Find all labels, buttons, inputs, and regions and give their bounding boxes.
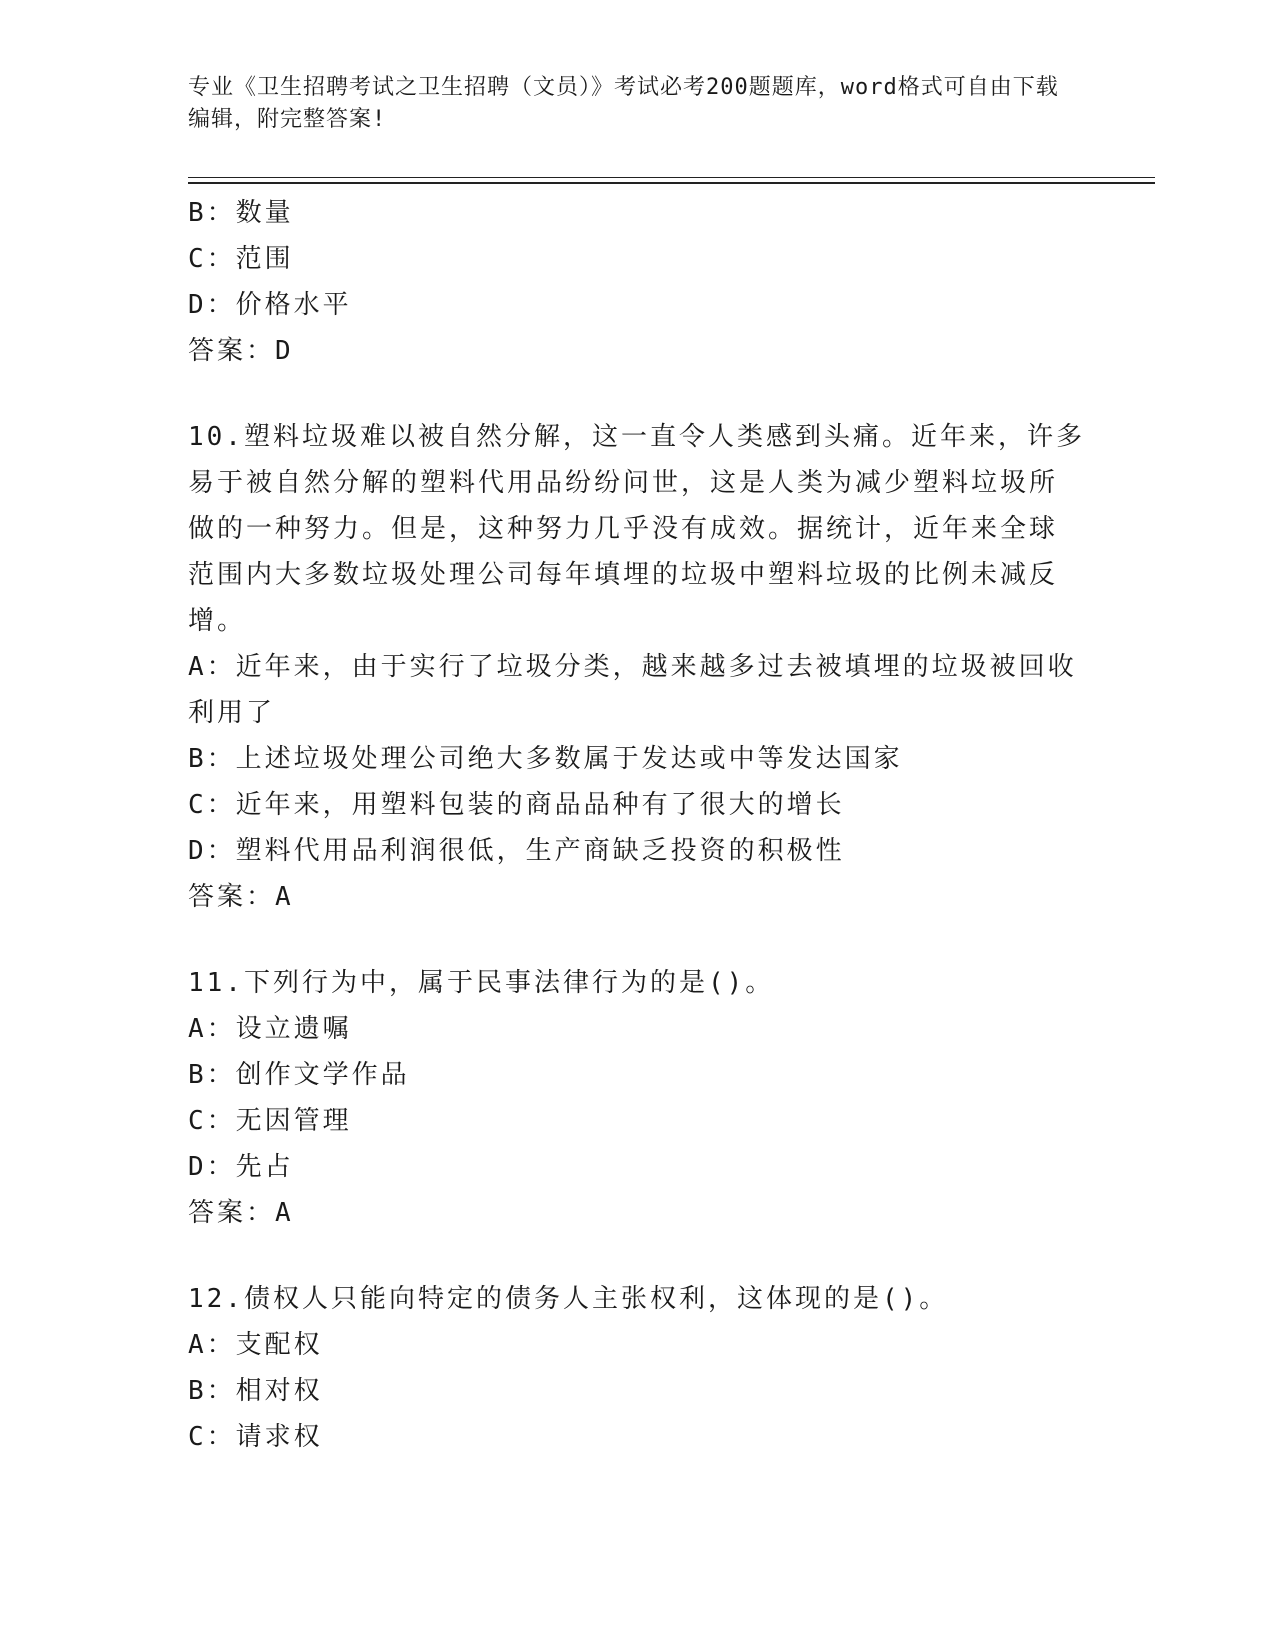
question-block-10 [188,414,1088,920]
option-b: B：创作文学作品 [188,1060,410,1090]
question-text-line: 易于被自然分解的塑料代用品纷纷问世，这是人类为减少塑料垃圾所 [188,468,1059,498]
option-c: C：无因管理 [188,1106,352,1136]
question-text-line: 12.债权人只能向特定的债务人主张权利，这体现的是()。 [188,1284,949,1314]
answer-label: 答案：D [188,336,294,366]
question-text-line: 10.塑料垃圾难以被自然分解，这一直令人类感到头痛。近年来，许多 [188,422,1085,452]
block-spacer [188,374,1088,414]
question-block-11 [188,960,1088,1236]
question-list [188,190,1088,1460]
option-d: D：塑料代用品利润很低，生产商缺乏投资的积极性 [188,836,845,866]
question-text-line: 增。 [188,606,247,636]
option-b: B：上述垃圾处理公司绝大多数属于发达或中等发达国家 [188,744,903,774]
answer-label: 答案：A [188,882,294,912]
document-header: 专业《卫生招聘考试之卫生招聘（文员）》考试必考200题题库，word格式可自由下载编辑，附完整答案! [188,75,1059,132]
block-spacer [188,920,1088,960]
option-a: A：近年来，由于实行了垃圾分类，越来越多过去被填埋的垃圾被回收 [188,652,1077,682]
option-c: C：请求权 [188,1422,323,1452]
question-text-line: 做的一种努力。但是，这种努力几乎没有成效。据统计，近年来全球 [188,514,1059,544]
question-text-line: 范围内大多数垃圾处理公司每年填埋的垃圾中塑料垃圾的比例未减反 [188,560,1059,590]
option-c: C：范围 [188,244,294,274]
option-d: D：先占 [188,1152,294,1182]
header-divider-thick [188,182,1155,184]
header-divider-thin [188,177,1155,178]
block-spacer [188,1236,1088,1276]
option-b: B：相对权 [188,1376,323,1406]
question-text-line: 11.下列行为中，属于民事法律行为的是()。 [188,968,775,998]
option-d: D：价格水平 [188,290,352,320]
question-block-9 [188,190,1088,374]
answer-label: 答案：A [188,1198,294,1228]
question-block-12 [188,1276,1088,1460]
option-a: A：支配权 [188,1330,323,1360]
option-a-continued: 利用了 [188,698,276,728]
option-c: C：近年来，用塑料包装的商品品种有了很大的增长 [188,790,845,820]
option-b: B：数量 [188,198,294,228]
option-a: A：设立遗嘱 [188,1014,352,1044]
